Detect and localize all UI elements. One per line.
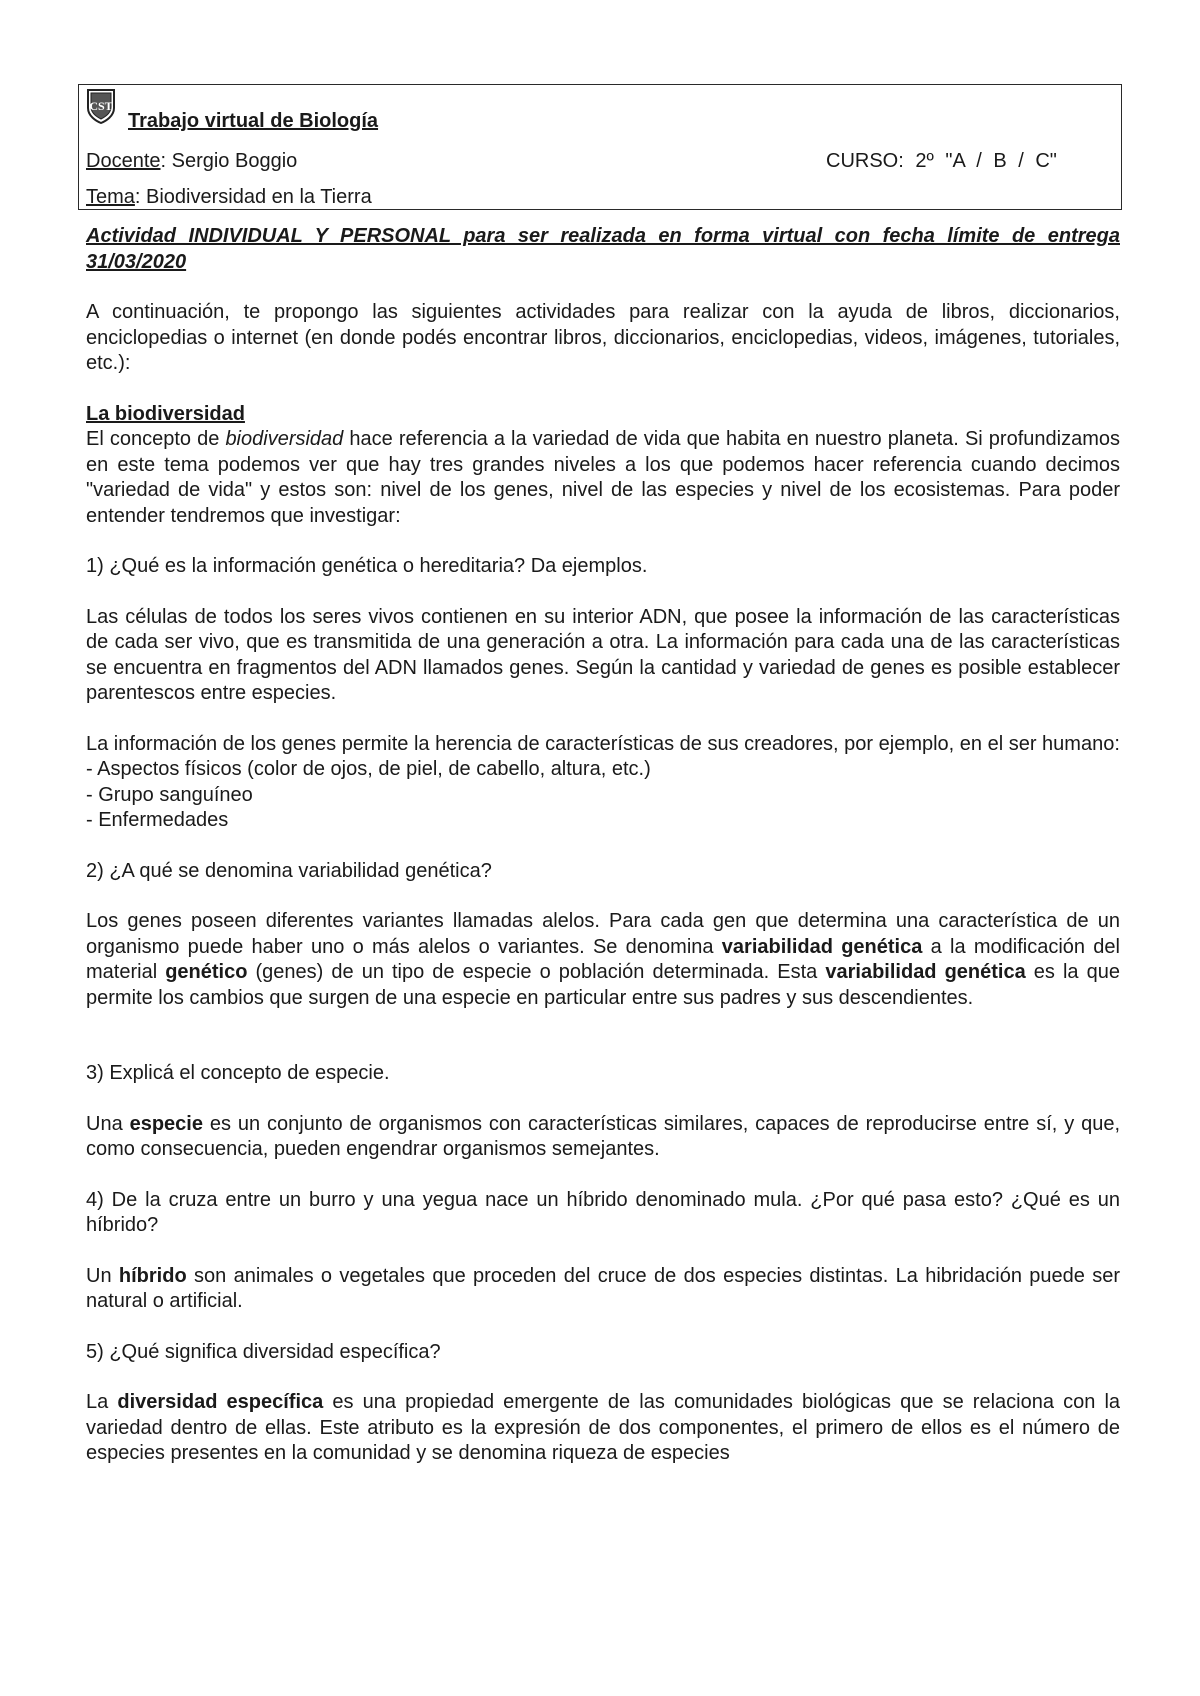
answer-3-text: es un conjunto de organismos con características similares, capaces de reproducirse entre sí, y que, como consecuencia, pueden engendrar organismos semejantes. [86,1112,1120,1160]
question-1: 1) ¿Qué es la información genética o hereditaria? Da ejemplos. [86,555,648,577]
concept-text-1: El concepto de [86,428,226,450]
list-item: - Enfermedades [86,809,229,831]
answer-5-text: La [86,1391,118,1413]
question-5: 5) ¿Qué significa diversidad específica? [86,1340,441,1363]
document-body [86,224,1120,1467]
answer-3 [86,1112,1120,1163]
answer-3-bold: especie [129,1112,203,1135]
intro-paragraph: A continuación, te propongo las siguientes actividades para realizar con la ayuda de libros, diccionarios, enciclopedias o internet (en donde podés encontrar libros, diccionarios, enciclopedias, videos, imágenes, tutoriales, etc.): [86,301,1120,374]
topic-value: : Biodiversidad en la Tierra [134,186,372,208]
answer-4-text: Un [86,1264,119,1287]
topic-line [86,186,372,209]
answer-2-bold: variabilidad genética [825,961,1026,983]
question-4: 4) De la cruza entre un burro y una yegua nace un híbrido denominado mula. ¿Por qué pasa esto? ¿Qué es un híbrido? [86,1188,1120,1236]
activity-note: Actividad INDIVIDUAL Y PERSONAL para ser realizada en forma virtual con fecha límite de entrega 31/03/2020 [86,225,1120,273]
course-value: 2º "A / B / C" [915,150,1057,172]
question-2: 2) ¿A qué se denomina variabilidad genética? [86,859,492,882]
answer-1-paragraph-2: La información de los genes permite la herencia de características de sus creadores, por ejemplo, en el ser humano: [86,732,1120,755]
answer-5 [86,1390,1120,1467]
answer-2-text: (genes) de un tipo de especie o población determinada. Esta [247,961,826,983]
answer-3-text: Una [86,1112,130,1135]
teacher-value: : Sergio Boggio [160,150,298,172]
answer-2-bold: variabilidad genética [721,935,923,958]
answer-1-paragraph-1: Las células de todos los seres vivos contienen en su interior ADN, que posee la información de las características de cada ser vivo, que es transmitida de una generación a otra. La información para cada una de las características se encuentra en fragmentos del ADN llamados genes. Según la cantidad y variedad de genes es posible establecer parentescos entre especies. [86,605,1120,704]
logo-lettering: CST [89,99,113,113]
answer-4-bold: híbrido [118,1264,187,1287]
answer-2-text: a la modificación del material [86,935,1120,983]
list-item: - Aspectos físicos (color de ojos, de piel, de cabello, altura, etc.) [86,758,651,780]
teacher-line [86,150,297,173]
answer-2 [86,909,1120,1011]
document-title: Trabajo virtual de Biología [128,110,379,132]
teacher-label: Docente [86,150,161,172]
concept-paragraph [86,427,1120,529]
answer-5-text: es una propiedad emergente de las comunidades biológicas que se relaciona con la variedad dentro de ellas. Este atributo es la expresión de dos componentes, el primero de ellos es el número de especies presentes en la comunidad y se denomina riqueza de especies [86,1391,1121,1464]
section-title: La biodiversidad [86,402,245,425]
answer-2-text: es la que permite los cambios que surgen de una especie en particular entre sus padres y sus descendientes. [86,961,1120,1009]
course-line [826,150,1057,173]
concept-term: biodiversidad [225,428,344,450]
school-shield-logo [86,88,116,124]
course-label: CURSO: [826,150,904,172]
concept-text-2: hace referencia a la variedad de vida que habita en nuestro planeta. Si profundizamos en este tema podemos ver que hay tres grandes niveles a los que podemos hacer referencia cuando decimos "variedad de vida" y estos son: nivel de los genes, nivel de las especies y nivel de los ecosistemas. Para poder entender tendremos que investigar: [86,428,1120,527]
answer-2-text: Los genes poseen diferentes variantes llamadas alelos. Para cada gen que determina una característica de un organismo puede haber uno o más alelos o variantes. Se denomina [86,910,1120,958]
answer-5-bold: diversidad específica [117,1391,324,1413]
topic-label: Tema [86,186,135,208]
answer-4 [86,1264,1120,1315]
answer-4-text: son animales o vegetales que proceden del cruce de dos especies distintas. La hibridación puede ser natural o artificial. [86,1264,1121,1312]
answer-2-bold: genético [165,961,248,983]
list-item: - Grupo sanguíneo [86,783,253,806]
question-3: 3) Explicá el concepto de especie. [86,1062,390,1084]
